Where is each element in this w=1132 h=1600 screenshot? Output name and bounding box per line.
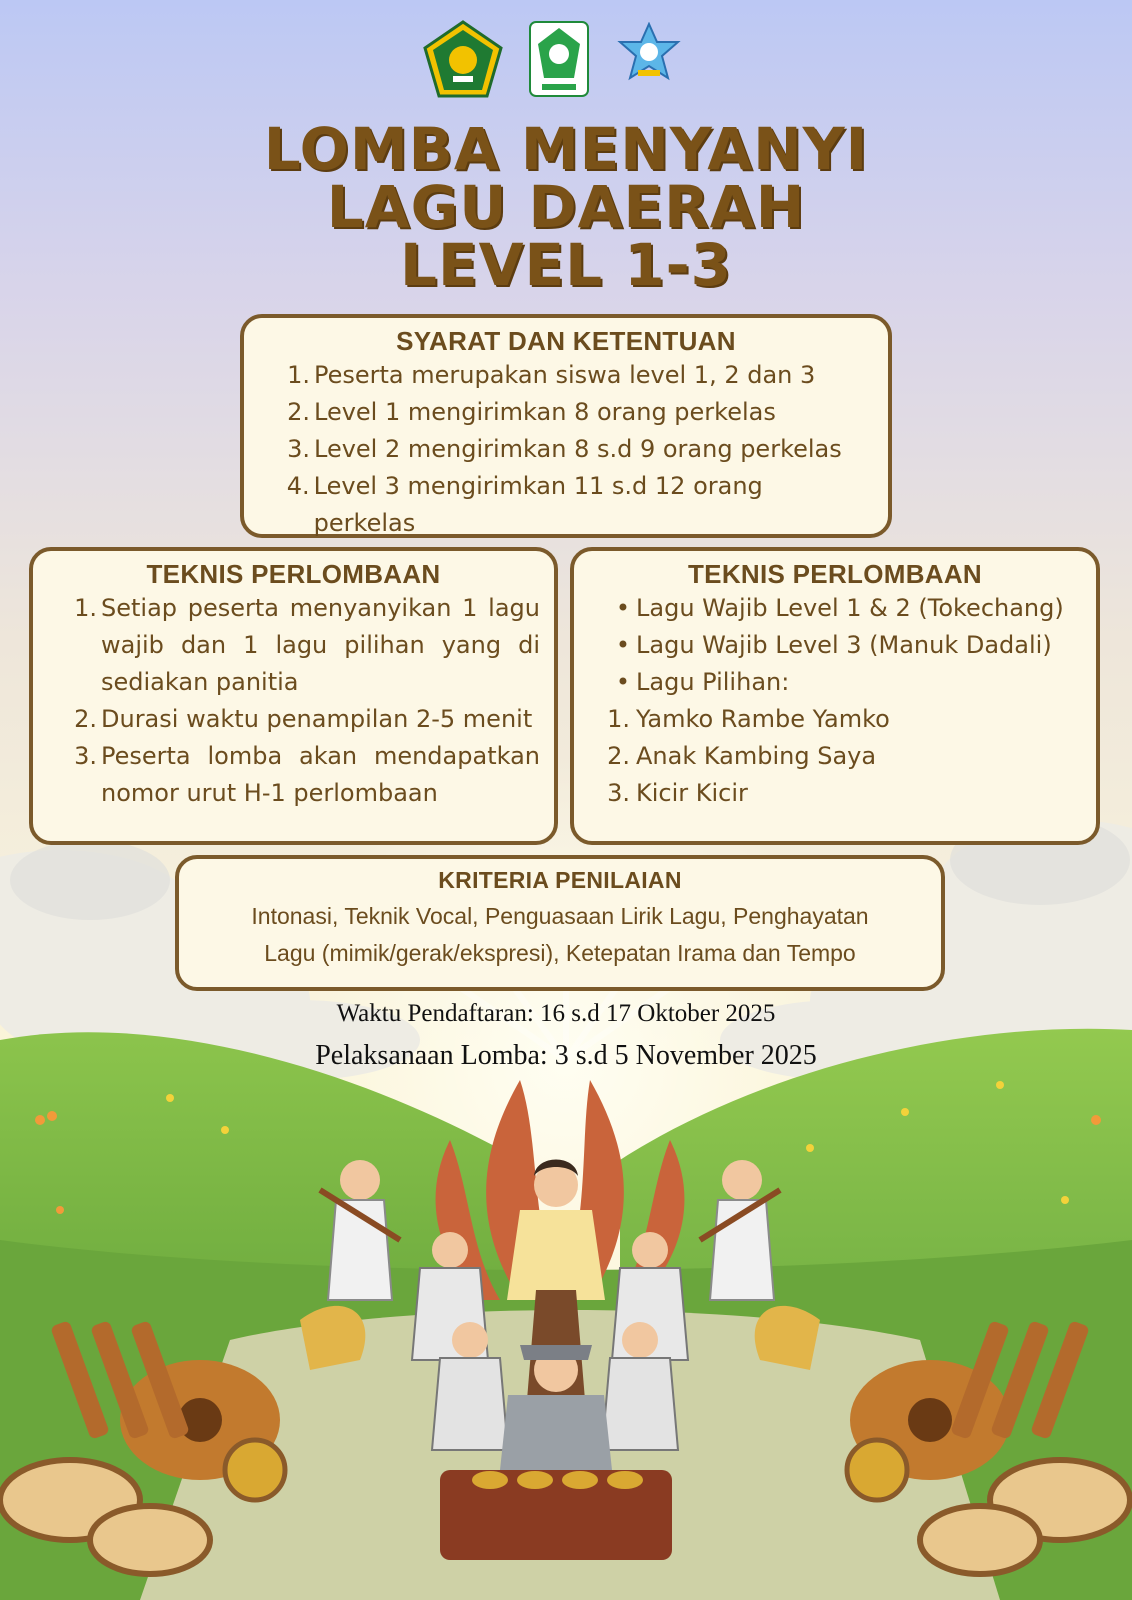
list-item xyxy=(588,627,1082,664)
item-text: Lagu Pilihan: xyxy=(636,668,790,696)
kriteria-line-1: Intonasi, Teknik Vocal, Penguasaan Lirik Lagu, Penghayatan xyxy=(251,903,869,929)
item-text: Level 1 mengirimkan 8 orang perkelas xyxy=(314,398,776,426)
bullet-mark: • xyxy=(615,594,630,622)
kriteria-card xyxy=(175,855,945,991)
logo-row xyxy=(0,20,1132,100)
list-item xyxy=(47,701,540,738)
list-item xyxy=(264,431,868,468)
kemenag-logo-icon xyxy=(423,20,503,98)
item-text: Durasi waktu penampilan 2-5 menit xyxy=(101,705,533,733)
list-item xyxy=(588,775,1082,812)
teknis-left-list xyxy=(47,590,540,812)
list-item xyxy=(588,590,1082,627)
syarat-heading: SYARAT DAN KETENTUAN xyxy=(396,326,736,356)
title-line-3: LEVEL 1-3 xyxy=(399,231,733,299)
item-text: Anak Kambing Saya xyxy=(636,742,877,770)
list-item xyxy=(588,701,1082,738)
item-number: 3. xyxy=(287,435,310,463)
list-item xyxy=(47,738,540,812)
item-text: Setiap peserta menyanyikan 1 lagu wajib dan 1 lagu pilihan yang di sediakan panitia xyxy=(101,594,540,696)
list-item xyxy=(264,468,868,542)
teknis-right-card xyxy=(570,547,1100,845)
item-number: 1. xyxy=(607,705,630,733)
item-text: Lagu Wajib Level 3 (Manuk Dadali) xyxy=(636,631,1052,659)
item-text: Kicir Kicir xyxy=(636,779,748,807)
item-text: Level 2 mengirimkan 8 s.d 9 orang perkelas xyxy=(314,435,842,463)
teknis-left-heading: TEKNIS PERLOMBAAN xyxy=(146,559,441,589)
syarat-list xyxy=(264,357,868,542)
item-number: 4. xyxy=(286,472,310,500)
list-item xyxy=(264,357,868,394)
item-text: Peserta lomba akan mendapatkan nomor urut H-1 perlombaan xyxy=(101,742,540,807)
list-item xyxy=(47,590,540,701)
kriteria-line-2: Lagu (mimik/gerak/ekspresi), Ketepatan Irama dan Tempo xyxy=(264,940,856,966)
item-text: Peserta merupakan siswa level 1, 2 dan 3 xyxy=(314,361,816,389)
item-text: Yamko Rambe Yamko xyxy=(636,705,890,733)
teknis-right-list xyxy=(588,590,1082,812)
item-number: 3. xyxy=(74,742,97,770)
yayasan-logo-icon xyxy=(528,20,590,98)
bullet-mark: • xyxy=(615,668,630,696)
page-title xyxy=(0,115,1132,299)
teknis-right-heading: TEKNIS PERLOMBAAN xyxy=(688,559,982,589)
item-number: 1. xyxy=(74,594,97,622)
item-number: 2. xyxy=(607,742,630,770)
item-number: 1. xyxy=(287,361,310,389)
event-date: Pelaksanaan Lomba: 3 s.d 5 November 2025 xyxy=(315,1040,817,1071)
item-text: Level 3 mengirimkan 11 s.d 12 orang perkelas xyxy=(313,472,763,537)
kriteria-heading: KRITERIA PENILAIAN xyxy=(438,867,682,893)
syarat-card xyxy=(240,314,892,538)
item-number: 2. xyxy=(74,705,97,733)
list-item xyxy=(264,394,868,431)
item-text: Lagu Wajib Level 1 & 2 (Tokechang) xyxy=(636,594,1064,622)
item-number: 3. xyxy=(607,779,630,807)
school-star-logo-icon xyxy=(616,22,682,90)
teknis-left-card xyxy=(29,547,558,845)
registration-date: Waktu Pendaftaran: 16 s.d 17 Oktober 2025 xyxy=(336,1000,776,1027)
list-item xyxy=(588,664,1082,701)
bullet-mark: • xyxy=(615,631,630,659)
title-line-1: LOMBA MENYANYI xyxy=(263,115,869,183)
list-item xyxy=(588,738,1082,775)
item-number: 2. xyxy=(287,398,310,426)
title-line-2: LAGU DAERAH xyxy=(326,173,806,241)
